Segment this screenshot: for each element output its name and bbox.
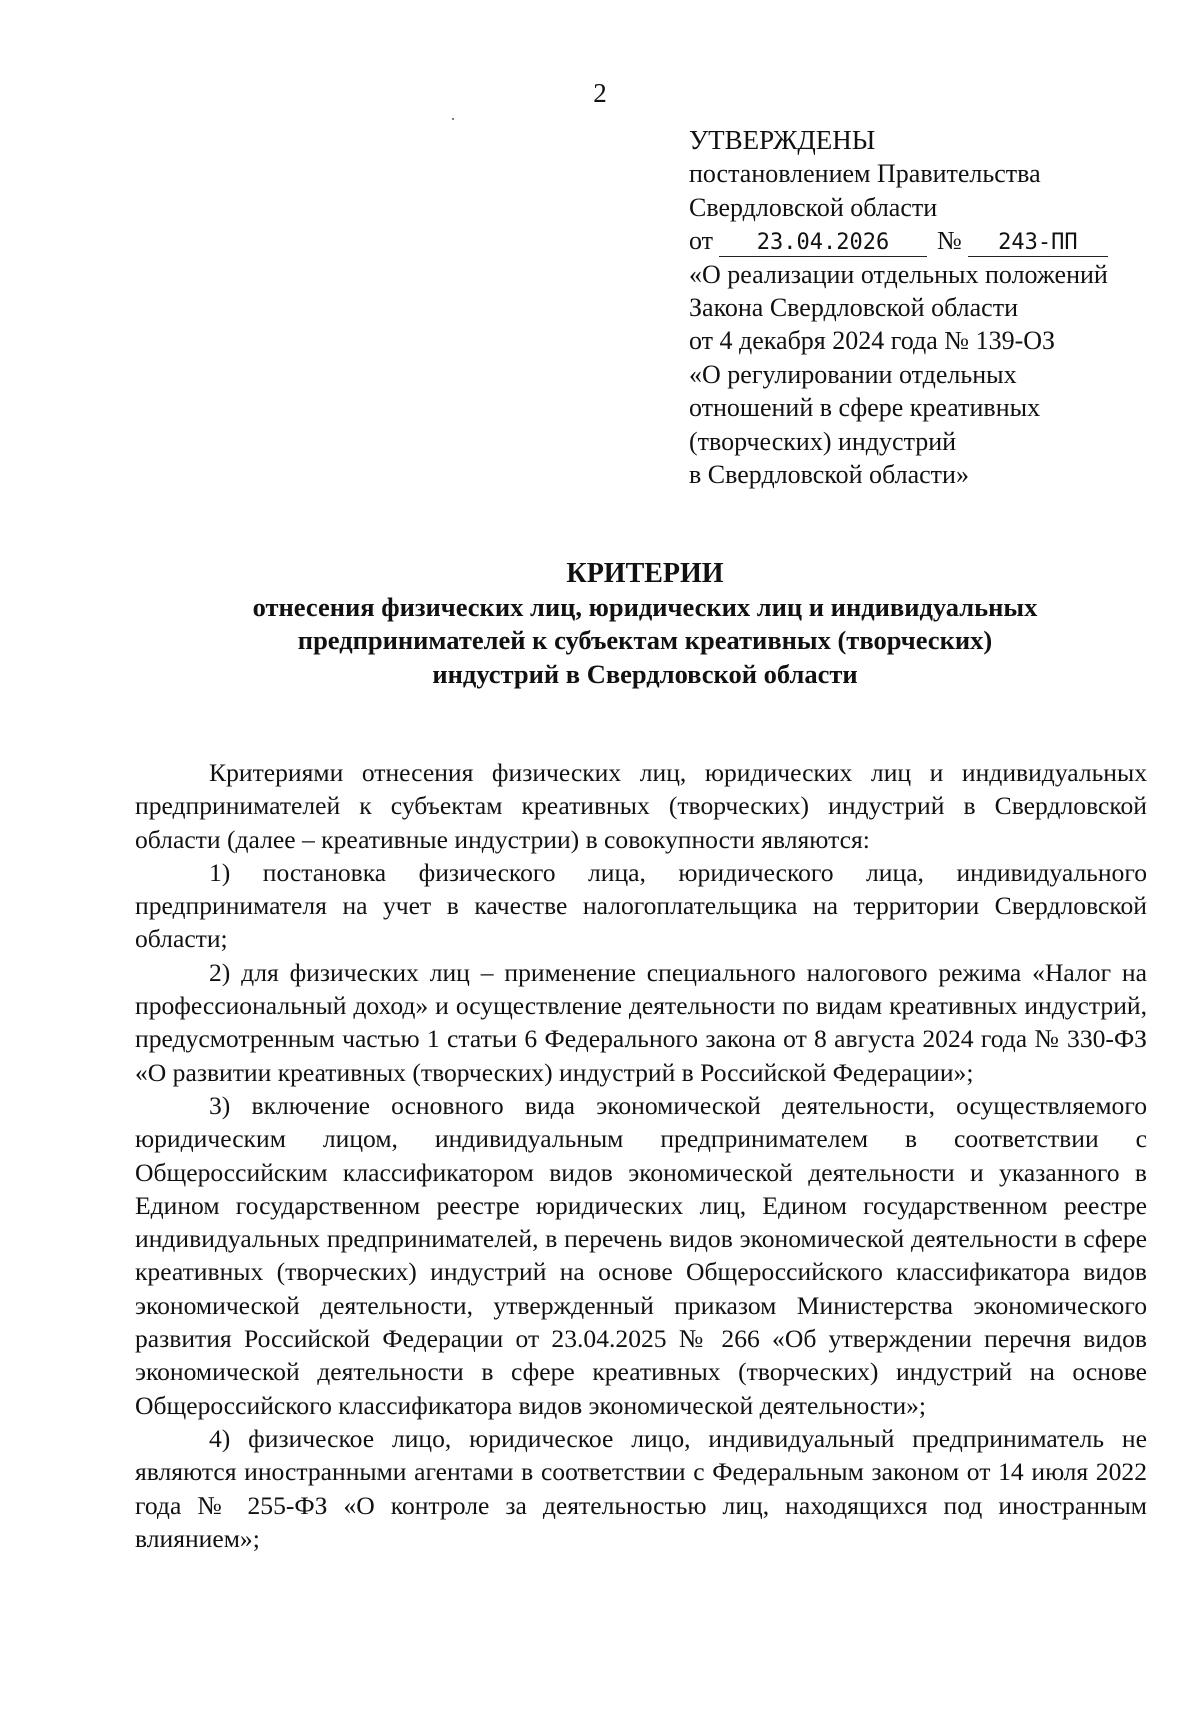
scan-speck [452,118,454,120]
approval-stamp-block [689,124,1159,491]
criterion-4: 4) физическое лицо, юридическое лицо, индивидуальный предприниматель не являются иностранными агентами в соответствии с Федеральным законом от 14 июля 2022 года № 255-ФЗ «О контроле за деятельностью лиц, находящихся под иностранным влиянием»; [135,1423,1147,1553]
approval-line-1: постановлением Правительства [689,159,1041,189]
criterion-1: 1) постановка физического лица, юридического лица, индивидуального предпринимателя на учет в качестве налогоплательщика на территории Свердловской области; [135,857,1147,954]
criterion-3: 3) включение основного вида экономической деятельности, осуществляемого юридическим лицом, индивидуальным предпринимателем в соответствии с Общероссийским классификатором видов экономической деятельности и указанного в Едином государственном реестре юридических лиц, Едином государственном реестре индивидуальных предпринимателей, в перечень видов экономической деятельности в сфере креативных (творческих) индустрий на основе Общероссийского классификатора видов экономической деятельности, утвержденный приказом Министерства экономического развития Российской Федерации от 23.04.2025 № 266 «Об утверждении перечня видов экономической деятельности в сфере креативных (творческих) индустрий на основе Общероссийского классификатора видов экономической деятельности»; [135,1090,1147,1420]
title-line: отнесения физических лиц, юридических лиц и индивидуальных [252,591,1038,622]
number-sign: № [937,226,962,256]
decree-name-line: отношений в сфере креативных [689,393,1041,423]
decree-name-line: «О регулировании отдельных [689,359,1017,389]
document-body [135,756,1147,1555]
decree-name-line: Закона Свердловской области [689,293,1018,323]
approval-line-2: Свердловской области [689,192,938,222]
criterion-2: 2) для физических лиц – применение специального налогового режима «Налог на профессиональный доход» и осуществление деятельности по видам креативных индустрий, предусмотренным частью 1 статьи 6 Федерального закона от 8 августа 2024 года № 330-ФЗ «О развитии креативных (творческих) индустрий в Российской Федерации»; [135,957,1147,1087]
title-line: предпринимателей к субъектам креативных (творческих) [297,625,993,656]
approval-heading: УТВЕРЖДЕНЫ [689,125,876,155]
date-prefix: от [689,226,714,256]
title-line: индустрий в Свердловской области [432,658,858,689]
intro-paragraph: Критериями отнесения физических лиц, юридических лиц и индивидуальных предпринимателей к субъектам креативных (творческих) индустрий в Свердловской области (далее – креативные индустрии) в совокупности являются: [135,758,1147,854]
decree-name-line: в Свердловской области» [689,460,969,490]
decree-name-line: «О реализации отдельных положений [689,259,1108,289]
decree-name-line: (творческих) индустрий [689,426,957,456]
decree-date: 23.04.2026 [719,230,927,257]
document-title [180,557,1110,691]
title-main: КРИТЕРИИ [566,558,724,589]
decree-name-line: от 4 декабря 2024 года № 139-ОЗ [689,326,1056,356]
decree-number: 243-ПП [968,230,1108,257]
approval-date-number-line [689,224,1159,257]
page-number: 2 [593,78,607,108]
